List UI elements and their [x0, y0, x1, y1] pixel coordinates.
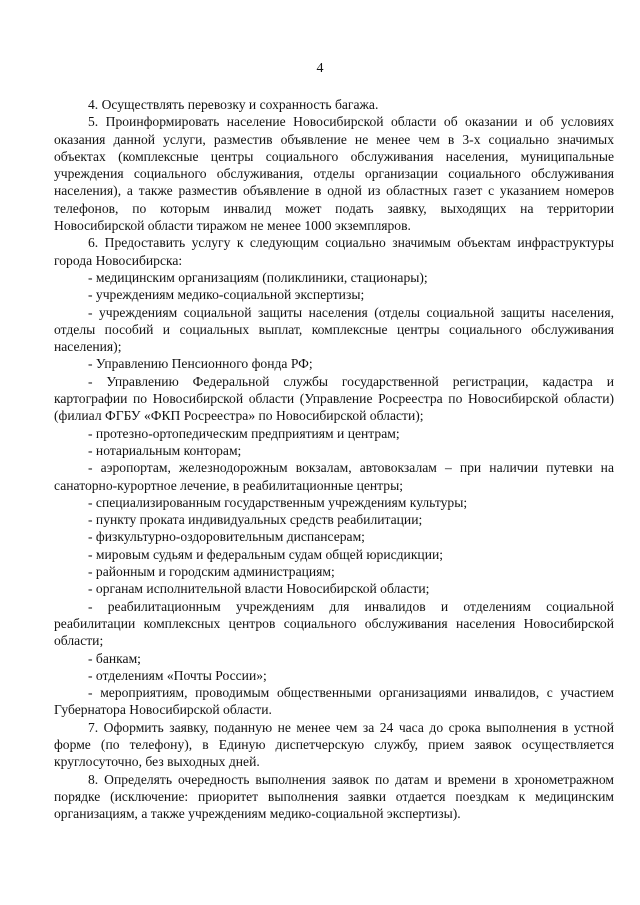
- list-item-social-protection: - учреждениям социальной защиты населения (отделы социальной защиты населения, отделы пособий и социальных выплат, комплексные центры социального обслуживания населения);: [54, 304, 614, 355]
- list-item-executive-bodies: - органам исполнительной власти Новосибирской области;: [88, 581, 430, 597]
- list-item-pension-fund: - Управлению Пенсионного фонда РФ;: [88, 356, 313, 372]
- list-item-courts: - мировым судьям и федеральным судам общей юрисдикции;: [88, 546, 444, 562]
- list-item-post: - отделениям «Почты России»;: [88, 667, 267, 683]
- list-item-rosreestr: - Управлению Федеральной службы государственной регистрации, кадастра и картографии по Новосибирской области (Управление Росреестра по Новосибирской области) (филиал ФГБУ «ФКП Росреестра» по Новосибирской области);: [54, 373, 614, 424]
- paragraph-item-6: 6. Предоставить услугу к следующим социально значимым объектам инфраструктуры города Новосибирска:: [54, 235, 614, 268]
- paragraph-item-7: 7. Оформить заявку, поданную не менее чем за 24 часа до срока выполнения в устной форме (по телефону), в Единую диспетчерскую службу, прием заявок осуществляется круглосуточно, без выходных дней.: [54, 719, 614, 770]
- document-body: [54, 96, 614, 822]
- list-item-sports-clinics: - физкультурно-оздоровительным диспансерам;: [88, 529, 365, 545]
- list-item-events: - мероприятиям, проводимым общественными организациями инвалидов, с участием Губернатора Новосибирской области.: [54, 685, 614, 718]
- paragraph-item-8: 8. Определять очередность выполнения заявок по датам и времени в хронометражном порядке (исключение: приоритет выполнения заявки отдается поездкам к медицинским организациям, а также учреждениям медико-социальной экспертизы).: [54, 771, 614, 822]
- list-item-prosthetics: - протезно-ортопедическим предприятиям и центрам;: [88, 425, 400, 441]
- list-item-culture: - специализированным государственным учреждениям культуры;: [88, 494, 468, 510]
- list-item-medical: - медицинским организациям (поликлиники, стационары);: [88, 269, 428, 285]
- list-item-notary: - нотариальным конторам;: [88, 442, 242, 458]
- list-item-transport-hubs: - аэропортам, железнодорожным вокзалам, автовокзалам – при наличии путевки на санаторно-курортное лечение, в реабилитационные центры;: [54, 460, 614, 493]
- paragraph-item-5: 5. Проинформировать население Новосибирской области об оказании и об условиях оказания данной услуги, разместив объявление не менее чем в 3-х социально значимых объектах (комплексные центры социального обслуживания населения, муниципальные учреждения социального обслуживания, отделы организации социального обслуживания населения), а также разместив объявление в одной из областных газет с указанием номеров телефонов, по которым инвалид может подать заявку, выходящих на территории Новосибирской области тиражом не менее 1000 экземпляров.: [54, 114, 614, 234]
- page-number: 4: [316, 61, 324, 76]
- list-item-banks: - банкам;: [88, 650, 141, 666]
- list-item-rehab-rental: - пункту проката индивидуальных средств реабилитации;: [88, 512, 423, 528]
- list-item-expertise: - учреждениям медико-социальной экспертизы;: [88, 287, 365, 303]
- paragraph-item-4: 4. Осуществлять перевозку и сохранность багажа.: [88, 97, 379, 112]
- list-item-rehab-institutions: - реабилитационным учреждениям для инвалидов и отделениям социальной реабилитации комплексных центров социального обслуживания населения Новосибирской области;: [54, 598, 614, 649]
- list-item-administrations: - районным и городским администрациям;: [88, 564, 335, 580]
